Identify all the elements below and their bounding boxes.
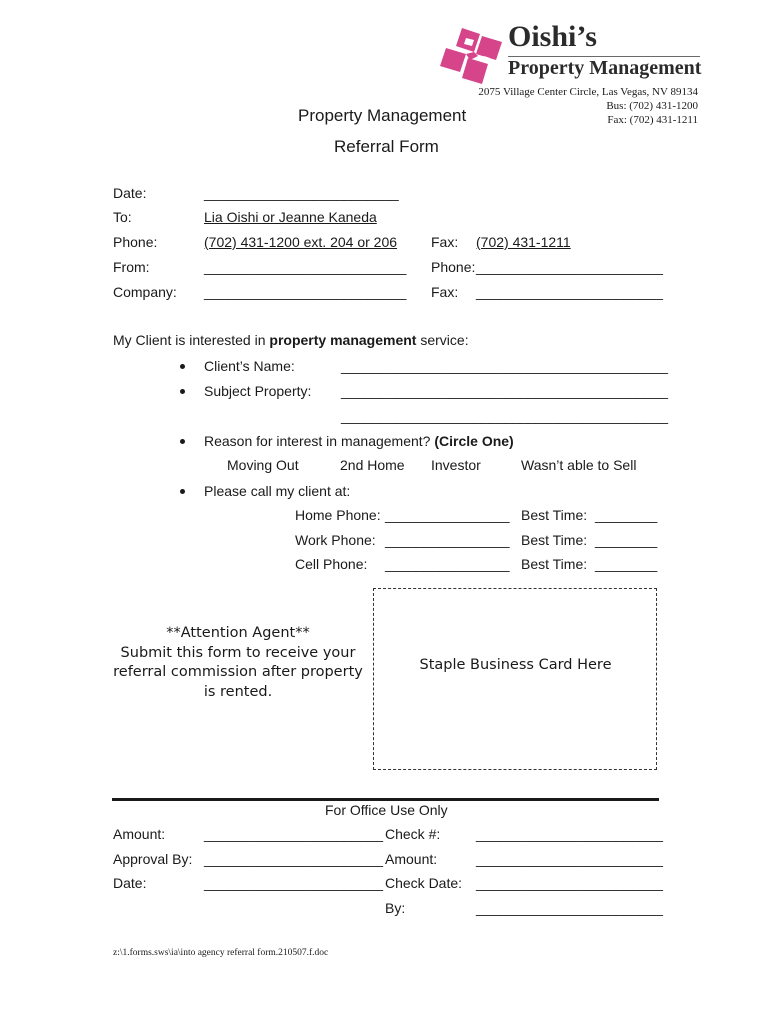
home-best-time-field[interactable]: ________ bbox=[595, 507, 658, 523]
option-wasnt-able-to-sell[interactable]: Wasn’t able to Sell bbox=[521, 457, 637, 473]
subject-property-field-1[interactable]: __________________________________________ bbox=[341, 383, 669, 399]
fax-value: (702) 431-1211 bbox=[476, 234, 571, 250]
company-fax: Fax: (702) 431-1211 bbox=[607, 114, 698, 126]
date-label: Date: bbox=[113, 185, 147, 201]
client-name-label: Client’s Name: bbox=[204, 358, 295, 374]
subject-property-field-2[interactable]: __________________________________________ bbox=[341, 408, 669, 424]
form-title-line1: Property Management bbox=[298, 106, 467, 125]
circle-one-note: (Circle One) bbox=[434, 433, 514, 449]
attention-line-2: Submit this form to receive your bbox=[120, 644, 356, 661]
fax2-field[interactable]: ________________________ bbox=[476, 284, 663, 300]
cell-best-time-field[interactable]: ________ bbox=[595, 556, 658, 572]
office-check-field[interactable]: ________________________ bbox=[476, 826, 663, 842]
office-check-date-label: Check Date: bbox=[385, 875, 463, 891]
bullet-icon bbox=[180, 389, 185, 394]
staple-card-box bbox=[373, 588, 657, 770]
bullet-icon bbox=[180, 364, 185, 369]
attention-line-3: referral commission after property bbox=[113, 664, 363, 680]
attention-line-1: **Attention Agent** bbox=[166, 625, 310, 641]
office-amount-label: Amount: bbox=[113, 826, 166, 842]
bullet-icon bbox=[180, 489, 185, 494]
form-title-line2: Referral Form bbox=[334, 137, 439, 156]
option-investor[interactable]: Investor bbox=[431, 457, 481, 473]
client-intro-bold: property management bbox=[269, 332, 417, 348]
cell-phone-label: Cell Phone: bbox=[295, 556, 368, 572]
office-amount2-field[interactable]: ________________________ bbox=[476, 851, 663, 867]
attention-line-4: is rented. bbox=[203, 683, 273, 700]
office-divider bbox=[112, 798, 659, 801]
office-by-field[interactable]: ________________________ bbox=[476, 900, 663, 916]
fax-label: Fax: bbox=[431, 234, 459, 250]
to-value: Lia Oishi or Jeanne Kaneda bbox=[204, 209, 377, 225]
office-use-title: For Office Use Only bbox=[325, 802, 448, 818]
phone-label: Phone: bbox=[113, 234, 158, 250]
company-label: Company: bbox=[113, 284, 177, 300]
client-intro bbox=[113, 332, 469, 348]
work-best-time-field[interactable]: ________ bbox=[595, 532, 658, 548]
to-label: To: bbox=[113, 209, 132, 225]
staple-card-label: Staple Business Card Here bbox=[419, 657, 612, 673]
company-name: Oishi’s bbox=[508, 20, 597, 53]
reason-question bbox=[204, 433, 514, 449]
office-approval-field[interactable]: _______________________ bbox=[204, 851, 384, 867]
work-best-time-label: Best Time: bbox=[521, 532, 588, 548]
file-path-footer: z:\1.forms.sws\ia\into agency referral form.210507.f.doc bbox=[113, 948, 329, 958]
fax2-label: Fax: bbox=[431, 284, 459, 300]
reason-label: Reason for interest in management? bbox=[204, 433, 435, 449]
office-amount-field[interactable]: _______________________ bbox=[204, 826, 384, 842]
from-label: From: bbox=[113, 259, 150, 275]
cell-best-time-label: Best Time: bbox=[521, 556, 588, 572]
date-field[interactable]: _________________________ bbox=[204, 185, 399, 201]
office-amount2-label: Amount: bbox=[385, 851, 438, 867]
company-subtitle: Property Management bbox=[508, 57, 702, 79]
option-2nd-home[interactable]: 2nd Home bbox=[340, 457, 405, 473]
from-field[interactable]: __________________________ bbox=[204, 259, 407, 275]
client-intro-post: service: bbox=[416, 332, 469, 348]
phone2-label: Phone: bbox=[431, 259, 476, 275]
work-phone-label: Work Phone: bbox=[295, 532, 376, 548]
phone2-field[interactable]: ________________________ bbox=[476, 259, 663, 275]
cell-phone-field[interactable]: ________________ bbox=[385, 556, 510, 572]
client-name-field[interactable]: __________________________________________ bbox=[341, 358, 669, 374]
office-approval-label: Approval By: bbox=[113, 851, 193, 867]
office-by-label: By: bbox=[385, 900, 406, 916]
office-check-label: Check #: bbox=[385, 826, 441, 842]
client-intro-pre: My Client is interested in bbox=[113, 332, 270, 348]
home-phone-label: Home Phone: bbox=[295, 507, 381, 523]
company-field[interactable]: __________________________ bbox=[204, 284, 407, 300]
home-phone-field[interactable]: ________________ bbox=[385, 507, 510, 523]
work-phone-field[interactable]: ________________ bbox=[385, 532, 510, 548]
attention-agent-note bbox=[110, 624, 366, 702]
office-check-date-field[interactable]: ________________________ bbox=[476, 875, 663, 891]
call-client-label: Please call my client at: bbox=[204, 483, 351, 499]
option-moving-out[interactable]: Moving Out bbox=[227, 457, 299, 473]
office-date-field[interactable]: _______________________ bbox=[204, 875, 384, 891]
company-address: 2075 Village Center Circle, Las Vegas, NV 89134 bbox=[478, 86, 698, 98]
company-bus-phone: Bus: (702) 431-1200 bbox=[606, 100, 698, 112]
bullet-icon bbox=[180, 439, 185, 444]
office-date-label: Date: bbox=[113, 875, 147, 891]
phone-value: (702) 431-1200 ext. 204 or 206 bbox=[204, 234, 398, 250]
company-logo-icon bbox=[440, 26, 506, 86]
home-best-time-label: Best Time: bbox=[521, 507, 588, 523]
subject-property-label: Subject Property: bbox=[204, 383, 312, 399]
